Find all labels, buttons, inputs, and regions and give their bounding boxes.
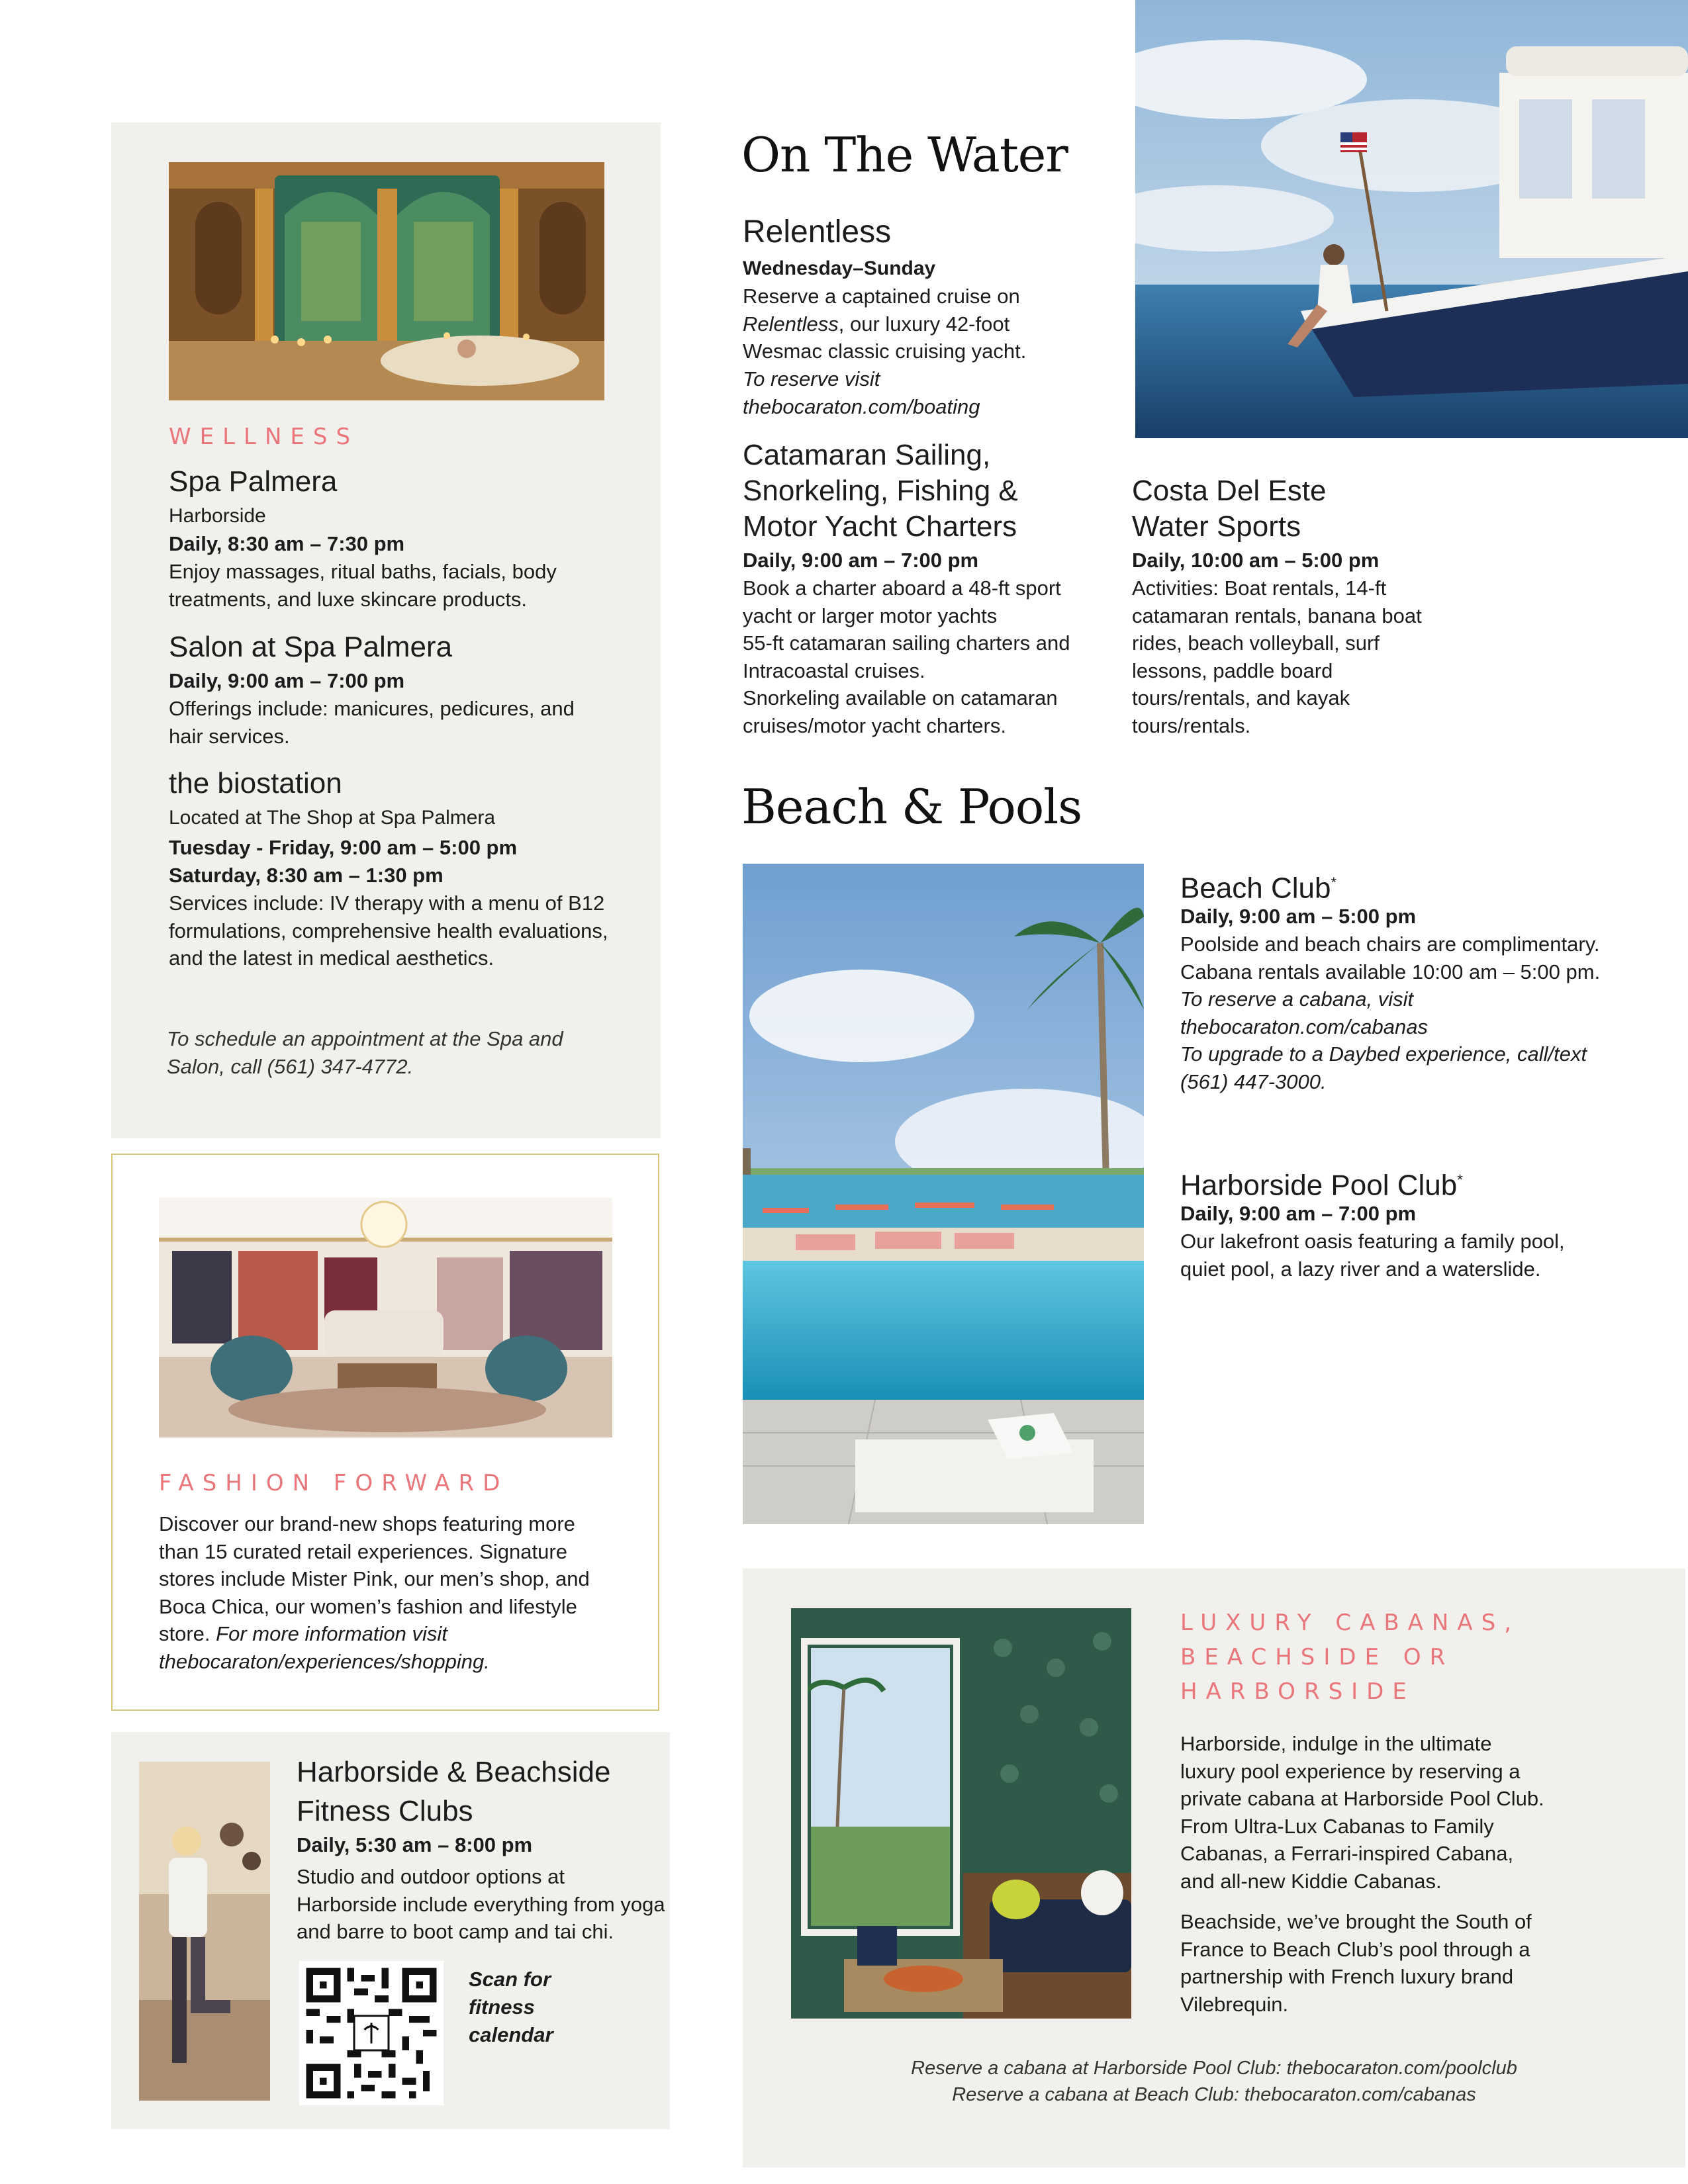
catamaran-title-line1: Catamaran Sailing, — [743, 439, 991, 471]
fashion-shopping-link[interactable]: For more information visit thebocaraton/experiences/shopping. — [159, 1622, 490, 1673]
spa-palmera-title: Spa Palmera — [169, 465, 338, 498]
beach-club-title-text: Beach Club — [1180, 872, 1331, 905]
costa-description: Activities: Boat rentals, 14-ft catamaran rentals, banana boat rides, beach volleyball, surf lessons, paddle board tours/rentals, and kayak tours/rentals. — [1132, 576, 1422, 737]
wellness-label: WELLNESS — [169, 424, 359, 450]
fashion-description — [159, 1510, 609, 1675]
relentless-title: Relentless — [743, 214, 892, 250]
yacht-photo — [1135, 0, 1688, 438]
biostation-hours-weekday: Tuesday - Friday, 9:00 am – 5:00 pm — [169, 836, 518, 859]
beach-club-title — [1180, 864, 1336, 907]
fitness-title-line1: Harborside & Beachside — [297, 1756, 611, 1788]
pool-club-asterisk: * — [1457, 1171, 1463, 1188]
beach-club-desc-text: Poolside and beach chairs are complimentary. Cabana rentals available 10:00 am – 5:00 pm. — [1180, 933, 1601, 983]
scan-label-line2: fitness — [469, 1995, 535, 2019]
pool-club-hours: Daily, 9:00 am – 7:00 pm — [1180, 1202, 1417, 1225]
catamaran-title-line2: Snorkeling, Fishing & — [743, 475, 1018, 507]
fashion-description-text: Discover our brand-new shops featuring more than 15 curated retail experiences. Signature stores include Mister Pink, our men’s shop, and Boca Chica, our women’s fashion and lifestyle store. — [159, 1512, 590, 1645]
beach-club-daybed-upgrade: To upgrade to a Daybed experience, call/text (561) 447-3000. — [1180, 1042, 1587, 1093]
biostation-description: Services include: IV therapy with a menu of B12 formulations, comprehensive health evaluations, and the latest in medical aesthetics. — [169, 891, 608, 970]
fitness-photo — [139, 1762, 270, 2101]
salon-title: Salon at Spa Palmera — [169, 631, 453, 663]
beach-club-description — [1180, 931, 1604, 1095]
cabanas-harborside-description: Harborside, indulge in the ultimate luxury pool experience by reserving a private cabana at Harborside Pool Club. From Ultra-Lux Cabanas to Family Cabanas, a Ferrari-inspired Cabana, and all-new Kiddie Cabanas. — [1180, 1732, 1544, 1893]
pool-club-description: Our lakefront oasis featuring a family pool, quiet pool, a lazy river and a waterslide. — [1180, 1230, 1565, 1281]
beach-club-hours: Daily, 9:00 am – 5:00 pm — [1180, 905, 1417, 928]
cabanas-reserve-beachclub[interactable]: Reserve a cabana at Beach Club: thebocaraton.com/cabanas — [952, 2084, 1476, 2105]
boutique-photo — [159, 1198, 612, 1437]
biostation-location: Located at The Shop at Spa Palmera — [169, 807, 496, 829]
fitness-title-line2: Fitness Clubs — [297, 1795, 473, 1827]
spa-palmera-hours: Daily, 8:30 am – 7:30 pm — [169, 532, 405, 555]
costa-title-line1: Costa Del Este — [1132, 475, 1327, 507]
fashion-label: FASHION FORWARD — [159, 1470, 509, 1496]
fitness-qr-code[interactable] — [299, 1961, 444, 2105]
relentless-days: Wednesday–Sunday — [743, 257, 936, 279]
relentless-reserve-link[interactable]: To reserve visit thebocaraton.com/boating — [743, 367, 980, 418]
scan-label-line1: Scan for — [469, 1968, 551, 1991]
spa-palmera-location: Harborside — [169, 505, 266, 527]
catamaran-description-2: 55-ft catamaran sailing charters and Intracoastal cruises. — [743, 631, 1070, 682]
catamaran-hours: Daily, 9:00 am – 7:00 pm — [743, 549, 979, 572]
beach-club-asterisk: * — [1331, 874, 1337, 891]
cabanas-reserve-poolclub[interactable]: Reserve a cabana at Harborside Pool Club: thebocaraton.com/poolclub — [911, 2058, 1517, 2079]
pool-club-title-text: Harborside Pool Club — [1180, 1169, 1458, 1202]
spa-appointment-note: To schedule an appointment at the Spa and Salon, call (561) 347-4772. — [167, 1027, 563, 1078]
relentless-description — [743, 283, 1054, 365]
fitness-hours: Daily, 5:30 am – 8:00 pm — [297, 1833, 533, 1856]
cabanas-label-line1: LUXURY CABANAS, — [1180, 1610, 1521, 1636]
beach-club-reserve-link[interactable]: To reserve a cabana, visit thebocaraton.com/cabanas — [1180, 987, 1428, 1038]
salon-hours: Daily, 9:00 am – 7:00 pm — [169, 669, 405, 692]
catamaran-title-line3: Motor Yacht Charters — [743, 510, 1017, 543]
pool-club-title — [1180, 1161, 1463, 1205]
relentless-desc-pre: Reserve a captained cruise on — [743, 285, 1020, 308]
catamaran-description-1: Book a charter aboard a 48-ft sport yacht or larger motor yachts — [743, 576, 1061, 627]
cabanas-beachside-description: Beachside, we’ve brought the South of France to Beach Club’s pool through a partnership with French luxury brand Vilebrequin. — [1180, 1910, 1532, 2016]
beach-pools-heading: Beach & Pools — [741, 779, 1082, 835]
on-the-water-heading: On The Water — [741, 127, 1068, 183]
catamaran-description-3: Snorkeling available on catamaran cruises/motor yacht charters. — [743, 686, 1058, 737]
pool-photo — [743, 864, 1144, 1524]
biostation-hours-saturday: Saturday, 8:30 am – 1:30 pm — [169, 864, 444, 887]
salon-description: Offerings include: manicures, pedicures, and hair services. — [169, 697, 575, 748]
cabanas-label-line3: HARBORSIDE — [1180, 1678, 1415, 1705]
fitness-description: Studio and outdoor options at Harborside include everything from yoga and barre to boot camp and tai chi. — [297, 1865, 665, 1943]
costa-hours: Daily, 10:00 am – 5:00 pm — [1132, 549, 1380, 572]
scan-label-line3: calendar — [469, 2023, 553, 2046]
cabana-photo — [791, 1608, 1131, 2019]
spa-palmera-description: Enjoy massages, ritual baths, facials, body treatments, and luxe skincare products. — [169, 560, 557, 611]
costa-title-line2: Water Sports — [1132, 510, 1301, 543]
biostation-title: the biostation — [169, 767, 342, 799]
cabanas-label-line2: BEACHSIDE OR — [1180, 1644, 1454, 1670]
relentless-desc-post: , our luxury 42-foot Wesmac classic cruising yacht. — [743, 312, 1027, 363]
relentless-yacht-name: Relentless — [743, 312, 839, 336]
spa-photo — [169, 162, 604, 400]
